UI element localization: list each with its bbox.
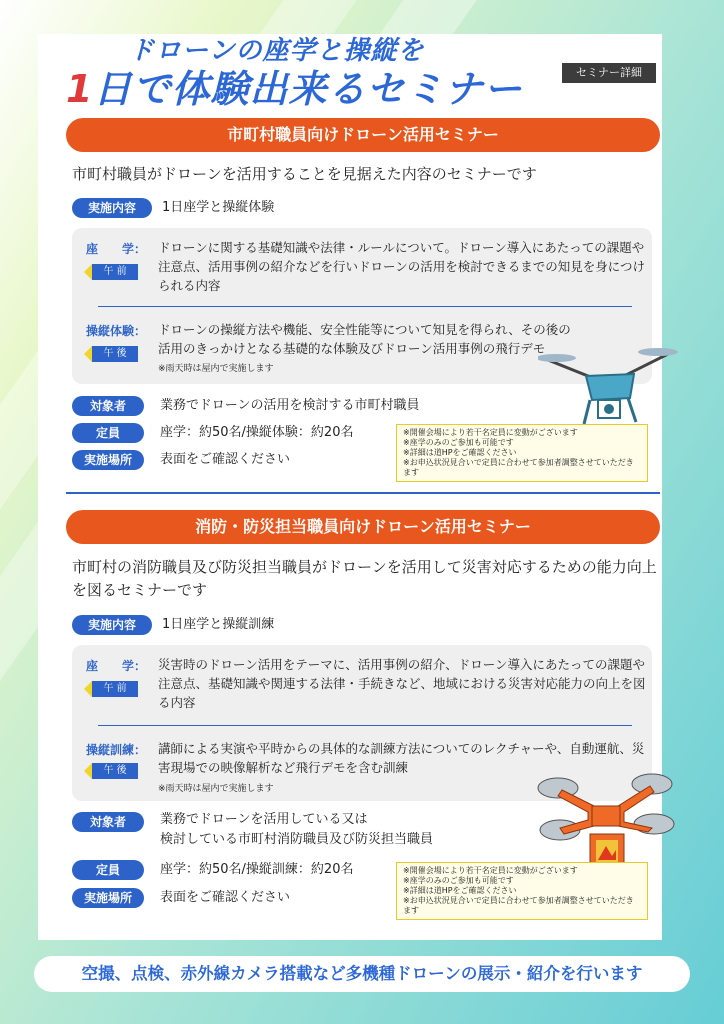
seminar1-program-divider (98, 306, 632, 307)
seminar1-note-item: ※開催会場により若干名定員に変動がございます (403, 428, 578, 437)
seminar2-capacity-value: 座学：約50名/操縦訓練：約20名 (160, 862, 354, 877)
seminar2-intro: 市町村の消防職員及び防災担当職員がドローンを活用して災害対応するための能力向上を図るセミナーです (72, 558, 657, 599)
seminar2-note-item: ※お申込状況見合いで定員に合わせて参加者調整させていただきます (403, 896, 634, 915)
seminar2-place-value: 表面をご確認ください (160, 890, 291, 905)
seminar2-note-item: ※座学のみのご参加も可能です (403, 876, 514, 885)
title-number: 1 (66, 67, 94, 111)
seminar2-place-label: 実施場所 (72, 888, 144, 908)
seminar1-target-label: 対象者 (72, 396, 144, 416)
seminar2-rain-note: ※雨天時は屋内で実施します (158, 784, 274, 794)
seminar1-capacity-value: 座学：約50名/操縦体験：約20名 (160, 425, 354, 440)
seminar1-content-value: 1日座学と操縦体験 (162, 200, 275, 215)
seminar1-morning-badge: 午 前 (92, 264, 138, 280)
seminar2-target-label: 対象者 (72, 812, 144, 832)
seminar1-content-label: 実施内容 (72, 198, 152, 218)
seminar2-notes-box (396, 862, 648, 920)
seminar1-note-item: ※詳細は道HPをご確認ください (403, 448, 517, 457)
seminar1-practice-desc: ドローンの操縦方法や機能、安全性能等について知見を得られ、その後の活用のきっかけとなる基礎的な体験及びドローン活用事例の飛行デモ (158, 322, 571, 356)
seminar1-rain-note: ※雨天時は屋内で実施します (158, 364, 274, 374)
seminar1-place-value: 表面をご確認ください (160, 452, 291, 467)
seminar1-note-item: ※座学のみのご参加も可能です (403, 438, 514, 447)
seminar1-note-item: ※お申込状況見合いで定員に合わせて参加者調整させていただきます (403, 458, 634, 477)
drone-illustration-teal (538, 340, 678, 430)
seminar2-lecture-desc: 災害時のドローン活用をテーマに、活用事例の紹介、ドローン導入にあたっての課題や注意点、基礎知識や関連する法律・手続きなど、地域における災害対応能力の向上を図る内容 (158, 657, 646, 710)
seminar1-capacity-label: 定員 (72, 423, 144, 443)
seminar2-lecture-label: 座 学： (86, 659, 147, 673)
seminar2-heading: 消防・防災担当職員向けドローン活用セミナー (66, 510, 660, 544)
title-line-2 (66, 58, 522, 113)
seminar1-heading: 市町村職員向けドローン活用セミナー (66, 118, 660, 152)
seminar2-practice-desc: 講師による実演や平時からの具体的な訓練方法についてのレクチャーや、自動運航、災害現場での映像解析など飛行デモを含む訓練 (158, 741, 645, 775)
seminar2-note-item: ※開催会場により若干名定員に変動がございます (403, 866, 578, 875)
seminar1-place-label: 実施場所 (72, 450, 144, 470)
section-divider (66, 492, 660, 494)
seminar2-note-item: ※詳細は道HPをご確認ください (403, 886, 517, 895)
seminar2-program-divider (98, 725, 632, 726)
seminar1-target-value: 業務でドローンの活用を検討する市町村職員 (160, 398, 420, 413)
seminar2-morning-badge: 午 前 (92, 681, 138, 697)
seminar1-afternoon-badge: 午 後 (92, 346, 138, 362)
footer-banner: 空撮、点検、赤外線カメラ搭載など多機種ドローンの展示・紹介を行います (34, 956, 690, 992)
seminar1-intro: 市町村職員がドローンを活用することを見据えた内容のセミナーです (72, 165, 537, 183)
seminar2-target-value-line1: 業務でドローンを活用している又は (160, 812, 368, 827)
seminar2-practice-label: 操縦訓練： (86, 743, 147, 757)
seminar1-lecture-label: 座 学： (86, 242, 147, 256)
seminar2-capacity-label: 定員 (72, 860, 144, 880)
seminar2-content-label: 実施内容 (72, 615, 152, 635)
seminar2-target-value-line2: 検討している市町村消防職員及び防災担当職員 (160, 832, 434, 847)
title-line-1: ドローンの座学と操縦を (128, 36, 425, 66)
seminar1-notes-box (396, 424, 648, 482)
title-line-2-text: 日で体験出来るセミナー (93, 67, 523, 111)
seminar1-practice-label: 操縦体験： (86, 324, 147, 338)
seminar-detail-tag: セミナー詳細 (562, 63, 656, 83)
seminar1-lecture-desc: ドローンに関する基礎知識や法律・ルールについて。ドローン導入にあたっての課題や注意点、活用事例の紹介などを行いドローンの活用を検討できるまでの知見を身につけられる内容 (158, 240, 646, 293)
seminar2-afternoon-badge: 午 後 (92, 763, 138, 779)
seminar2-content-value: 1日座学と操縦訓練 (162, 617, 275, 632)
